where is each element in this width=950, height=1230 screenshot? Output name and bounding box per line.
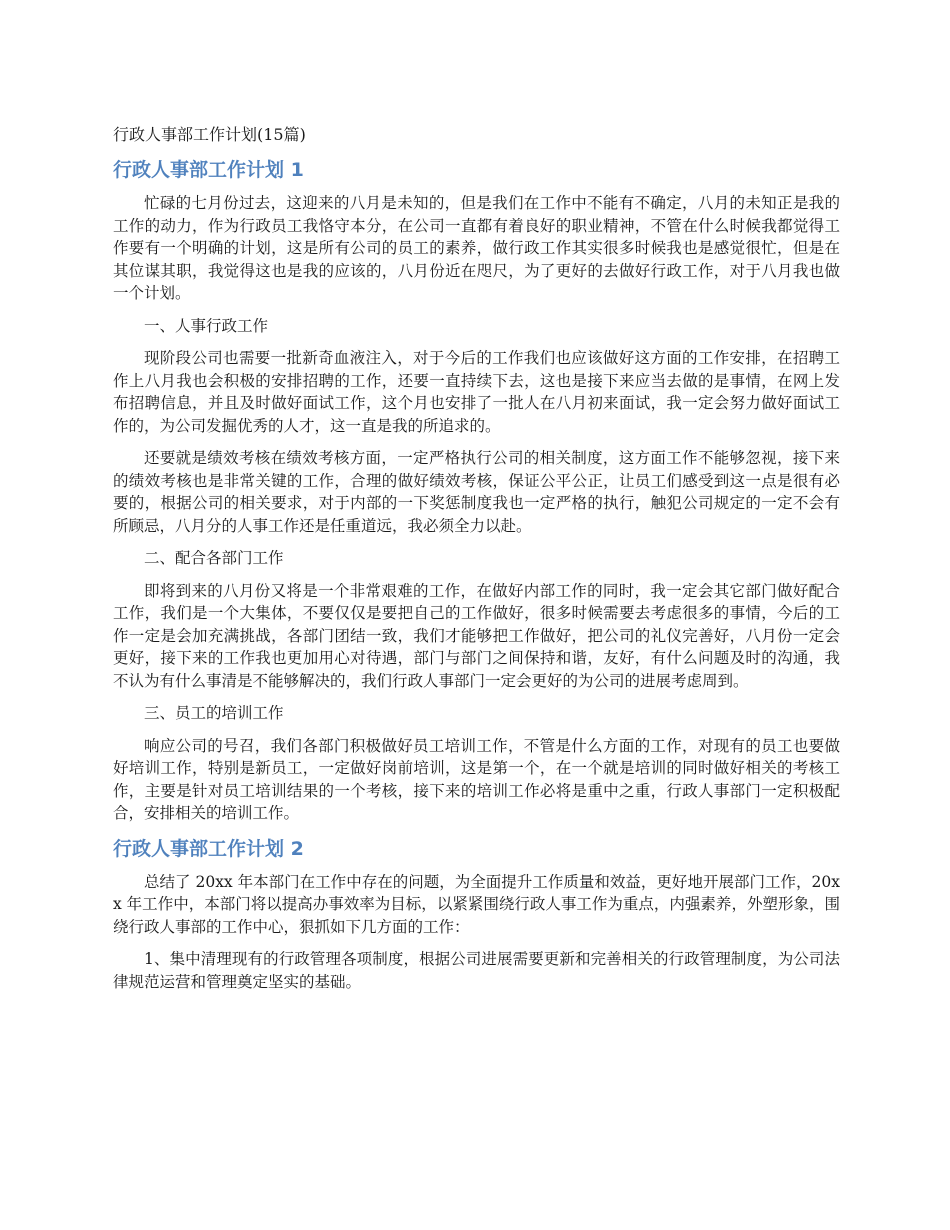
paragraph: 即将到来的八月份又将是一个非常艰难的工作，在做好内部工作的同时，我一定会其它部门做好配合工作，我们是一个大集体，不要仅仅是要把自己的工作做好，很多时候需要去考虑很多的事情，今后的工作一定是会加充满挑战，各部门团结一致，我们才能够把工作做好，把公司的礼仪完善好，八月份一定会更好，接下来的工作我也更加用心对待遇，部门与部门之间保持和谐，友好，有什么问题及时的沟通，我不认为有什么事清是不能够解决的，我们行政人事部门一定会更好的为公司的进展考虑周到。 [113,581,840,690]
paragraph: 现阶段公司也需要一批新奇血液注入，对于今后的工作我们也应该做好这方面的工作安排，在招聘工作上八月我也会积极的安排招聘的工作，还要一直持续下去，这也是接下来应当去做的是事情，在网上发布招聘信息，并且及时做好面试工作，这个月也安排了一批人在八月初来面试，我一定会努力做好面试工作的，为公司发掘优秀的人才，这一直是我的所追求的。 [113,349,840,435]
paragraph: 响应公司的号召，我们各部门积极做好员工培训工作，不管是什么方面的工作，对现有的员工也要做好培训工作，特别是新员工，一定做好岗前培训，这是第一个，在一个就是培训的同时做好相关的考核工作，主要是针对员工培训结果的一个考核，接下来的培训工作必将是重中之重，行政人事部门一定积极配合，安排相关的培训工作。 [113,736,840,822]
section-heading-2: 行政人事部工作计划 2 [113,837,304,860]
section-heading-1: 行政人事部工作计划 1 [113,159,304,181]
subheading: 二、配合各部门工作 [144,549,284,567]
subheading: 一、人事行政工作 [144,316,269,335]
paragraph: 还要就是绩效考核在绩效考核方面，一定严格执行公司的相关制度，这方面工作不能够忽视，接下来的绩效考核也是非常关键的工作，合理的做好绩效考核，保证公平公正，让员工们感受到这一点是很有必要的，根据公司的相关要求，对于内部的一下奖惩制度我也一定严格的执行，触犯公司规定的一定不会有所顾忌，八月分的人事工作还是任重道远，我必须全力以赴。 [113,449,840,535]
document-title: 行政人事部工作计划(15篇) [113,125,306,144]
subheading: 三、员工的培训工作 [144,704,284,722]
paragraph: 忙碌的七月份过去，这迎来的八月是未知的，但是我们在工作中不能有不确定，八月的未知正是我的工作的动力，作为行政员工我恪守本分，在公司一直都有着良好的职业精神，不管在什么时候我都觉得工作要有一个明确的计划，这是所有公司的员工的素养，做行政工作其实很多时候我也是感觉很忙，但是在其位谋其职，我觉得这也是我的应该的，八月份近在咫尺，为了更好的去做好行政工作，对于八月我也做一个计划。 [113,194,840,302]
paragraph: 1、集中清理现有的行政管理各项制度，根据公司进展需要更新和完善相关的行政管理制度，为公司法律规范运营和管理奠定坚实的基础。 [113,950,840,991]
paragraph: 总结了 20xx 年本部门在工作中存在的问题，为全面提升工作质量和效益，更好地开展部门工作，20xx 年工作中，本部门将以提高办事效率为目标，以紧紧围绕行政人事工作为重点，内强素养，外塑形象，围绕行政人事部的工作中心，狠抓如下几方面的工作： [113,872,840,936]
document-page [113,122,840,1003]
